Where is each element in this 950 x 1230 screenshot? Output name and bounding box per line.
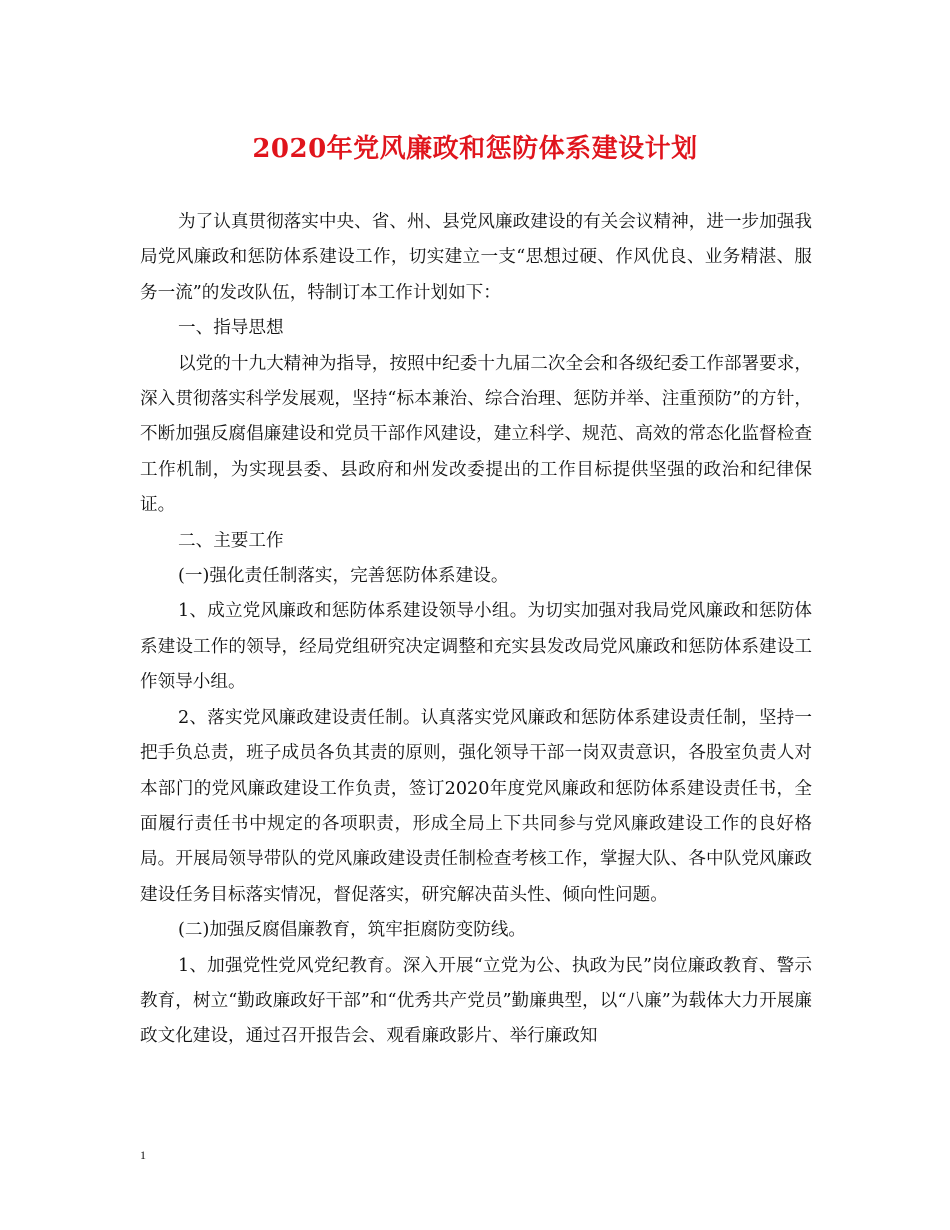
paragraph-party-education: 1、加强党性党风党纪教育。深入开展“立党为公、执政为民”岗位廉政教育、警示教育，树立“勤政廉政好干部”和“优秀共产党员”勤廉典型，以“八廉”为载体大力开展廉政文化建设，通过召开报告会、观看廉政影片、举行廉政知 <box>140 955 812 1047</box>
document-title: 2020年党风廉政和惩防体系建设计划 <box>252 134 698 164</box>
paragraph-responsibility-system: 2、落实党风廉政建设责任制。认真落实党风廉政和惩防体系建设责任制，坚持一把手负总责，班子成员各负其责的原则，强化领导干部一岗双责意识，各股室负责人对本部门的党风廉政建设工作负责，签订2020年度党风廉政和惩防体系建设责任书，全面履行责任书中规定的各项职责，形成全局上下共同参与党风廉政建设工作的良好格局。开展局领导带队的党风廉政建设责任制检查考核工作，掌握大队、各中队党风廉政建设任务目标落实情况，督促落实，研究解决苗头性、倾向性问题。 <box>140 707 812 905</box>
subheading-responsibility: (一)强化责任制落实，完善惩防体系建设。 <box>178 566 509 587</box>
subheading-education: (二)加强反腐倡廉教育，筑牢拒腐防变防线。 <box>178 920 527 941</box>
paragraph-leading-group: 1、成立党风廉政和惩防体系建设领导小组。为切实加强对我局党风廉政和惩防体系建设工作的领导，经局党组研究决定调整和充实县发改局党风廉政和惩防体系建设工作领导小组。 <box>140 601 812 693</box>
paragraph-guiding-ideology: 以党的十九大精神为指导，按照中纪委十九届二次全会和各级纪委工作部署要求，深入贯彻落实科学发展观，坚持“标本兼治、综合治理、惩防并举、注重预防”的方针，不断加强反腐倡廉建设和党员干部作风建设，建立科学、规范、高效的常态化监督检查工作机制，为实现县委、县政府和州发改委提出的工作目标提供坚强的政治和纪律保证。 <box>140 353 812 516</box>
page-number: 1 <box>140 1148 146 1162</box>
paragraph-intro: 为了认真贯彻落实中央、省、州、县党风廉政建设的有关会议精神，进一步加强我局党风廉政和惩防体系建设工作，切实建立一支“思想过硬、作风优良、业务精湛、服务一流”的发改队伍，特制订本工作计划如下： <box>140 212 812 303</box>
heading-guiding-ideology: 一、指导思想 <box>178 318 284 339</box>
document-body <box>140 205 812 1055</box>
heading-main-work: 二、主要工作 <box>178 530 284 551</box>
